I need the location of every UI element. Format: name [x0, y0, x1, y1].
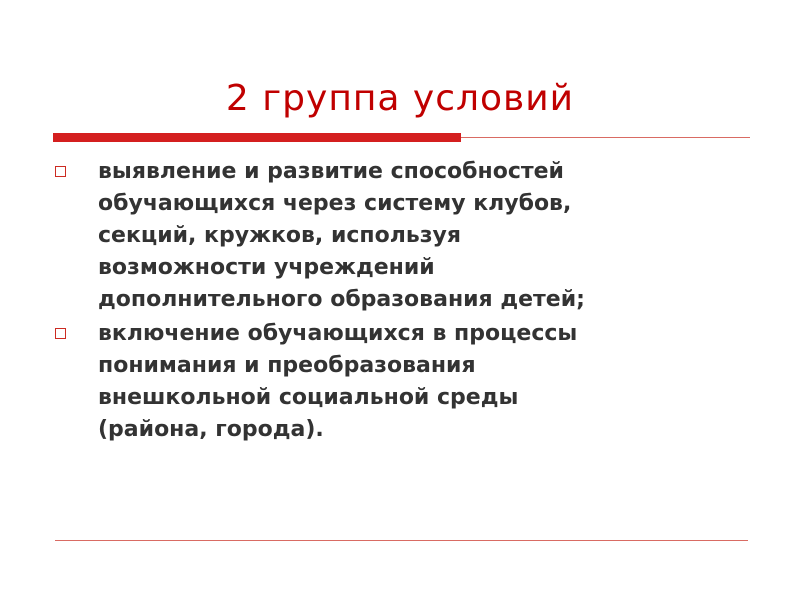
- list-item: [55, 318, 755, 446]
- title-accent-bar: [53, 133, 461, 142]
- list-item: [55, 156, 755, 316]
- bullet-text: выявление и развитие способностей обучающихся через систему клубов, секций, кружков, используя возможности учреждений дополнительного образования детей;: [98, 159, 585, 312]
- hollow-square-bullet-icon: [55, 328, 66, 339]
- slide-title: 2 группа условий: [225, 78, 575, 119]
- bullet-list: [55, 156, 755, 448]
- hollow-square-bullet-icon: [55, 166, 66, 177]
- footer-divider-line: [55, 540, 748, 541]
- bullet-text: включение обучающихся в процессы понимания и преобразования внешкольной социальной среды (района, города).: [98, 321, 578, 442]
